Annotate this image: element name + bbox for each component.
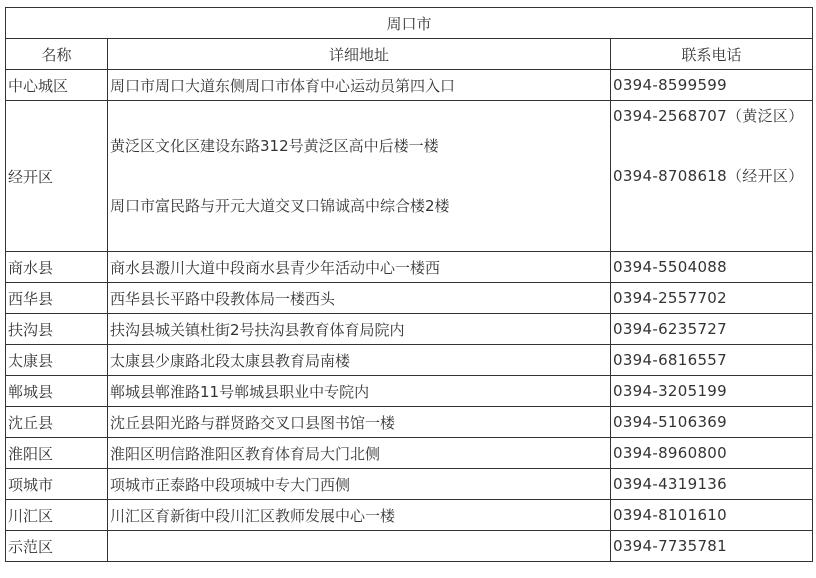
table-row <box>6 345 813 376</box>
district-name: 川汇区 <box>6 500 108 531</box>
header-row <box>6 39 813 70</box>
district-address: 淮阳区明信路淮阳区教育体育局大门北侧 <box>108 438 611 469</box>
district-address: 项城市正泰路中段项城中专大门西侧 <box>108 469 611 500</box>
district-phone: 0394-3205199 <box>611 376 813 407</box>
header-address: 详细地址 <box>108 39 611 70</box>
district-address: 西华县长平路中段教体局一楼西头 <box>108 283 611 314</box>
table-row <box>6 407 813 438</box>
district-address: 周口市周口大道东侧周口市体育中心运动员第四入口 <box>108 70 611 101</box>
district-name: 扶沟县 <box>6 314 108 345</box>
header-phone: 联系电话 <box>611 39 813 70</box>
district-phone: 0394-8708618（经开区） <box>613 167 804 185</box>
district-name: 经开区 <box>6 101 108 252</box>
district-phone: 0394-6235727 <box>611 314 813 345</box>
district-address: 太康县少康路北段太康县教育局南楼 <box>108 345 611 376</box>
table-row <box>6 531 813 562</box>
district-name: 中心城区 <box>6 70 108 101</box>
district-phone: 0394-8960800 <box>611 438 813 469</box>
table-row-kaifa <box>6 101 813 252</box>
table-row <box>6 469 813 500</box>
district-address: 商水县溵川大道中段商水县青少年活动中心一楼西 <box>108 252 611 283</box>
table-row <box>6 70 813 101</box>
district-address: 黄泛区文化区建设东路312号黄泛区高中后楼一楼 <box>110 137 439 155</box>
district-phone: 0394-7735781 <box>611 531 813 562</box>
district-address: 周口市富民路与开元大道交叉口锦诚高中综合楼2楼 <box>110 197 450 215</box>
district-address: 川汇区育新街中段川汇区教师发展中心一楼 <box>108 500 611 531</box>
header-name: 名称 <box>6 39 108 70</box>
district-address: 扶沟县城关镇杜街2号扶沟县教育体育局院内 <box>108 314 611 345</box>
table-row <box>6 500 813 531</box>
district-address: 郸城县郸淮路11号郸城县职业中专院内 <box>108 376 611 407</box>
table-row <box>6 252 813 283</box>
district-phone: 0394-5504088 <box>611 252 813 283</box>
table-row <box>6 314 813 345</box>
district-phone: 0394-2568707（黄泛区） <box>613 107 804 125</box>
table-title: 周口市 <box>6 8 813 39</box>
table-row <box>6 376 813 407</box>
table-row <box>6 438 813 469</box>
district-address-group <box>108 101 611 252</box>
district-phone: 0394-4319136 <box>611 469 813 500</box>
district-phone: 0394-2557702 <box>611 283 813 314</box>
table-row <box>6 283 813 314</box>
district-name: 沈丘县 <box>6 407 108 438</box>
district-name: 太康县 <box>6 345 108 376</box>
contact-table <box>5 7 813 562</box>
district-phone: 0394-8101610 <box>611 500 813 531</box>
district-phone: 0394-6816557 <box>611 345 813 376</box>
district-name: 项城市 <box>6 469 108 500</box>
district-name: 淮阳区 <box>6 438 108 469</box>
district-phone: 0394-8599599 <box>611 70 813 101</box>
district-name: 商水县 <box>6 252 108 283</box>
district-name: 示范区 <box>6 531 108 562</box>
district-phone-group <box>611 101 813 252</box>
title-row <box>6 8 813 39</box>
district-address <box>108 531 611 562</box>
district-name: 郸城县 <box>6 376 108 407</box>
district-phone: 0394-5106369 <box>611 407 813 438</box>
district-address: 沈丘县阳光路与群贤路交叉口县图书馆一楼 <box>108 407 611 438</box>
district-name: 西华县 <box>6 283 108 314</box>
